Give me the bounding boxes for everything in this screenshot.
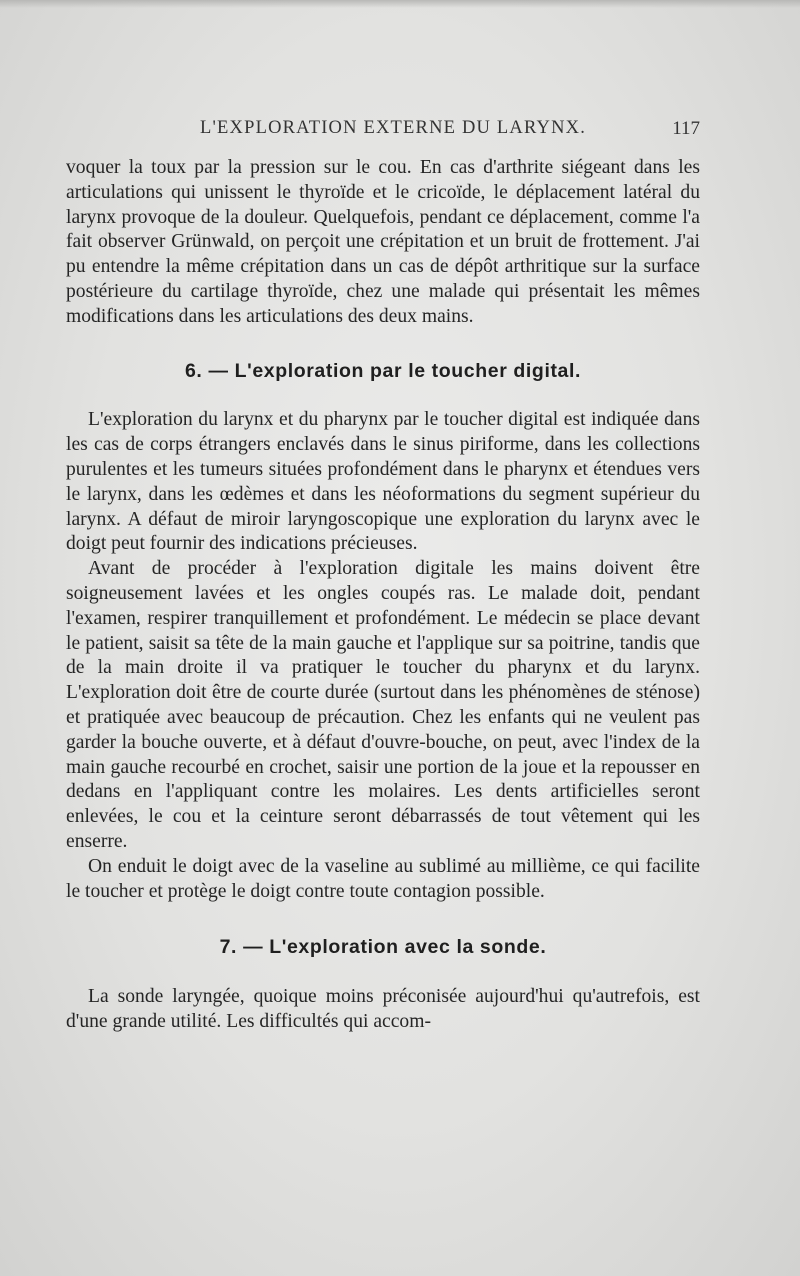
- text-block: [66, 156, 700, 1035]
- paragraph: On enduit le doigt avec de la vaseline au sublimé au millième, ce qui facilite le toucher et protège le doigt contre toute contagion possible.: [66, 855, 700, 902]
- running-head: [66, 118, 700, 144]
- section-heading-7: 7. — L'exploration avec la sonde.: [219, 936, 547, 959]
- running-title: L'EXPLORATION EXTERNE DU LARYNX.: [200, 118, 587, 138]
- paragraph: voquer la toux par la pression sur le cou. En cas d'arthrite siégeant dans les articulations qui unissent le thyroïde et le cricoïde, le déplacement latéral du larynx provoque de la douleur. Quelquefois, pendant ce déplacement, comme l'a fait observer Grünwald, on perçoit une crépitation et un bruit de frottement. J'ai pu entendre la même crépitation dans un cas de dépôt arthritique sur la surface postérieure du cartilage thyroïde, chez une malade qui présentait les mêmes modifications dans les articulations des deux mains.: [66, 157, 700, 327]
- paragraph: Avant de procéder à l'exploration digitale les mains doivent être soigneusement lavées et les ongles coupés ras. Le malade doit, pendant l'examen, respirer tranquillement et profondément. Le médecin se place devant le patient, saisit sa tête de la main gauche et l'applique sur sa poitrine, tandis que de la main droite il va pratiquer le toucher du pharynx et du larynx. L'exploration doit être de courte durée (surtout dans les phénomènes de sténose) et pratiquée avec beaucoup de précaution. Chez les enfants qui ne veulent pas garder la bouche ouverte, et à défaut d'ouvre-bouche, on peut, avec l'index de la main gauche recourbé en crochet, saisir une portion de la joue et la repousser en dedans en l'appliquant contre les molaires. Les dents artificielles seront enlevées, le cou et la ceinture seront débarrassés de tout vêtement qui les enserre.: [66, 558, 700, 852]
- page-top-edge: [0, 0, 800, 8]
- paragraph: L'exploration du larynx et du pharynx par le toucher digital est indiquée dans les cas de corps étrangers enclavés dans le sinus piriforme, dans les collections purulentes et les tumeurs situées profondément dans le pharynx et étendues vers le larynx, dans les œdèmes et dans les néoformations du segment supérieur du larynx. A défaut de miroir laryngoscopique une exploration du larynx avec le doigt peut fournir des indications précieuses.: [66, 409, 700, 555]
- paragraph: La sonde laryngée, quoique moins préconisée aujourd'hui qu'autrefois, est d'une grande utilité. Les difficultés qui accom-: [66, 986, 700, 1032]
- section-heading-6: 6. — L'exploration par le toucher digital.: [184, 359, 582, 382]
- page-number: 117: [672, 118, 700, 139]
